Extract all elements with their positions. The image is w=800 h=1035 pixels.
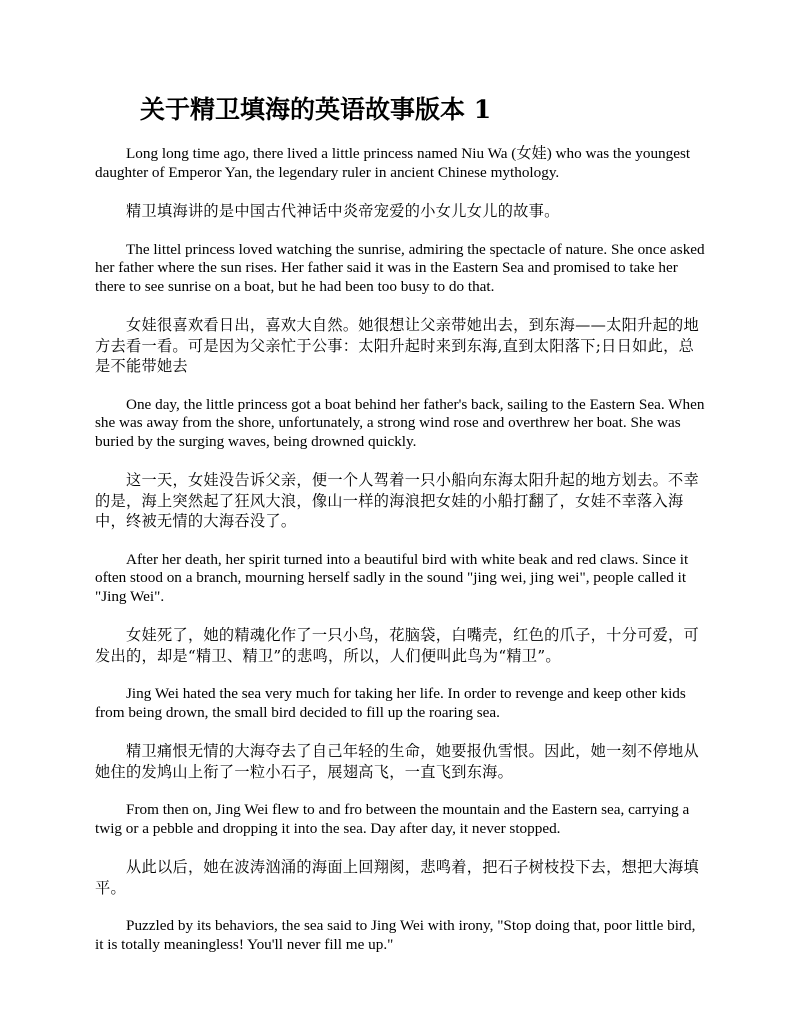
paragraph-zh-1: 精卫填海讲的是中国古代神话中炎帝宠爱的小女儿女儿的故事。	[126, 202, 560, 220]
paragraph-zh-6: 从此以后，她在波涛汹涌的海面上回翔阂，悲鸣着，把石子树枝投下去，想把大海填平。	[95, 858, 700, 897]
document-body	[95, 145, 707, 973]
paragraph-en-4: After her death, her spirit turned into a beautiful bird with white beak and red claws. Since it often stood on a branch, mourning herself sadly in the sound "jing wei, jing wei", people called it "Jing Wei".	[95, 550, 689, 605]
paragraph-en-5: Jing Wei hated the sea very much for taking her life. In order to revenge and keep other kids from being drown, the small bird decided to fill up the roaring sea.	[95, 685, 686, 721]
paragraph-en-3: One day, the little princess got a boat behind her father's back, sailing to the Eastern Sea. When she was away from the shore, unfortunately, a strong wind rose and overthrew her boat. She was buried by the surging waves, being drowned quickly.	[95, 395, 705, 450]
paragraph-en-2: The littel princess loved watching the sunrise, admiring the spectacle of nature. She once asked her father where the sun rises. Her father said it was in the Eastern Sea and promised to take her there to see sunrise on a boat, but he had been too busy to do that.	[95, 240, 705, 295]
paragraph-en-6: From then on, Jing Wei flew to and fro between the mountain and the Eastern sea, carrying a twig or a pebble and dropping it into the sea. Day after day, it never stopped.	[95, 801, 690, 837]
paragraph-en-1: Long long time ago, there lived a little princess named Niu Wa (女娃) who was the youngest daughter of Emperor Yan, the legendary ruler in ancient Chinese mythology.	[95, 145, 691, 181]
paragraph-zh-3: 这一天，女娃没告诉父亲，便一个人驾着一只小船向东海太阳升起的地方划去。不幸的是，海上突然起了狂风大浪，像山一样的海浪把女娃的小船打翻了，女娃不幸落入海中，终被无情的大海吞没了。	[95, 471, 700, 530]
page-title: 关于精卫填海的英语故事版本 1	[140, 95, 492, 124]
paragraph-en-7: Puzzled by its behaviors, the sea said to Jing Wei with irony, "Stop doing that, poor little bird, it is totally meaningless! You'll never fill me up."	[95, 917, 696, 953]
paragraph-zh-4: 女娃死了，她的精魂化作了一只小鸟，花脑袋，白嘴壳，红色的爪子，十分可爱，可发出的，却是“精卫、精卫”的悲鸣，所以，人们便叫此鸟为“精卫”。	[95, 626, 700, 665]
paragraph-zh-2: 女娃很喜欢看日出，喜欢大自然。她很想让父亲带她出去，到东海——太阳升起的地方去看一看。可是因为父亲忙于公事：太阳升起时来到东海,直到太阳落下;日日如此，总是不能带她去	[95, 316, 700, 375]
paragraph-zh-5: 精卫痛恨无情的大海夺去了自己年轻的生命，她要报仇雪恨。因此，她一刻不停地从她住的发鸠山上衔了一粒小石子，展翅高飞，一直飞到东海。	[95, 742, 700, 781]
